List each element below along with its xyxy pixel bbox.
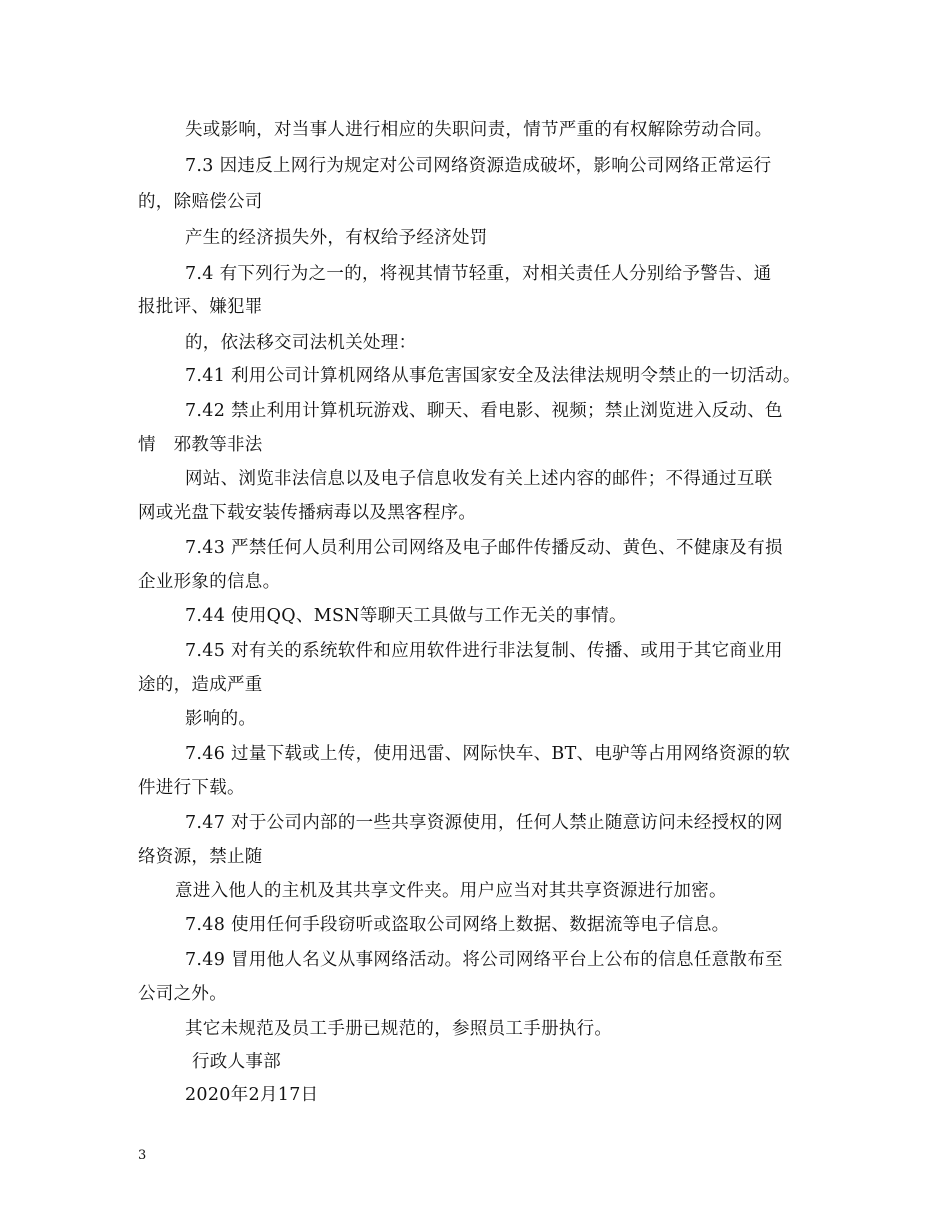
text-line: 意进入他人的主机及其共享文件夹。用户应当对其共享资源进行加密。 [175, 881, 727, 901]
text-line: 7.4 有下列行为之一的，将视其情节轻重，对相关责任人分别给予警告、通 [185, 264, 772, 284]
text-line: 情 邪教等非法 [138, 435, 263, 455]
text-line: 途的，造成严重 [138, 675, 263, 695]
text-line: 7.43 严禁任何人员利用公司网络及电子邮件传播反动、黄色、不健康及有损 [185, 538, 783, 558]
text-line: 7.41 利用公司计算机网络从事危害国家安全及法律法规明令禁止的一切活动。 [185, 366, 801, 386]
text-line: 公司之外。 [138, 984, 227, 1004]
text-line: 报批评、嫌犯罪 [138, 297, 263, 317]
text-line: 影响的。 [185, 709, 257, 729]
text-line: 7.47 对于公司内部的一些共享资源使用，任何人禁止随意访问未经授权的网 [185, 813, 783, 833]
text-line: 7.48 使用任何手段窃听或盗取公司网络上数据、数据流等电子信息。 [185, 915, 730, 935]
text-line: 其它未规范及员工手册已规范的，参照员工手册执行。 [185, 1019, 613, 1039]
signature-department: 行政人事部 [192, 1052, 281, 1072]
text-line: 件进行下载。 [138, 778, 245, 798]
text-line: 的，除赔偿公司 [138, 192, 263, 212]
page-number: 3 [138, 1148, 147, 1163]
text-line: 7.3 因违反上网行为规定对公司网络资源造成破坏，影响公司网络正常运行 [185, 156, 772, 176]
text-line: 网站、浏览非法信息以及电子信息收发有关上述内容的邮件；不得通过互联 [185, 469, 773, 489]
text-line: 7.46 过量下载或上传，使用迅雷、网际快车、BT、电驴等占用网络资源的软 [185, 744, 791, 764]
signature-date: 2020年2月17日 [185, 1085, 319, 1105]
text-line: 企业形象的信息。 [138, 572, 281, 592]
text-line: 的，依法移交司法机关处理： [185, 333, 417, 353]
text-line: 7.42 禁止利用计算机玩游戏、聊天、看电影、视频；禁止浏览进入反动、色 [185, 401, 783, 421]
text-line: 7.44 使用QQ、MSN等聊天工具做与工作无关的事情。 [185, 606, 627, 626]
text-line: 产生的经济损失外，有权给予经济处罚 [185, 228, 488, 248]
text-line: 7.45 对有关的系统软件和应用软件进行非法复制、传播、或用于其它商业用 [185, 641, 783, 661]
text-line: 网或光盘下载安装传播病毒以及黑客程序。 [138, 503, 477, 523]
text-line: 失或影响，对当事人进行相应的失职问责，情节严重的有权解除劳动合同。 [185, 120, 773, 140]
text-line: 络资源，禁止随 [138, 847, 263, 867]
text-line: 7.49 冒用他人名义从事网络活动。将公司网络平台上公布的信息任意散布至 [185, 950, 783, 970]
